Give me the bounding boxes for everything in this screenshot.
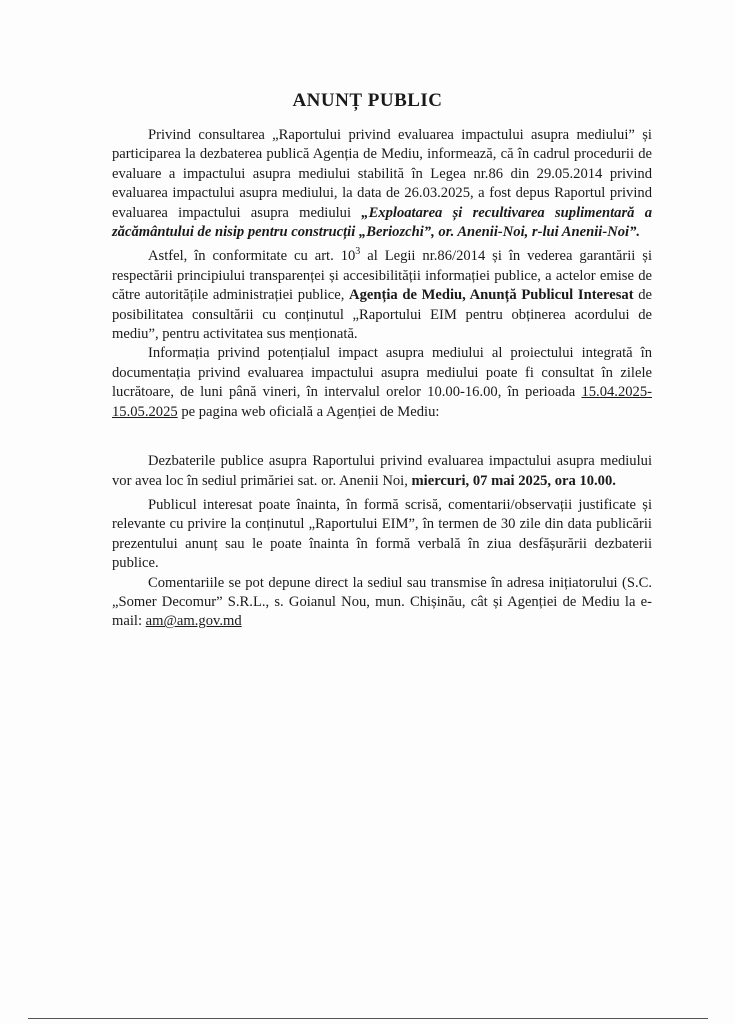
project-name: „Exploatarea și recultivarea suplimentară a zăcământului de nisip pentru construcții „Beriozchi”, or. Anenii-Noi, r-lui Anenii-Noi”. bbox=[112, 204, 652, 241]
legal-basis-text-start: Astfel, în conformitate cu art. 10 bbox=[148, 248, 356, 265]
paragraph-public-debate bbox=[112, 452, 652, 491]
paragraph-consultation-text: Privind consultarea „Raportului privind evaluarea impactului asupra mediului” și participarea la dezbaterea publică Agenția de Mediu, informează, că în cadrul procedurii de evaluare a impactului asupra mediului stabilită în Legea nr.86 din 29.05.2014 privind evaluarea impactului asupra mediului, la data de 26.03.2025, a fost depus Raportul privind evaluarea impactului asupra mediului bbox=[112, 127, 652, 221]
legal-basis-text-middle: al Legii nr.86/2014 și în vederea garantării și respectării principiului transparenței și accesibilității informației publice, a actelor emise de către autoritățile administrației publice, bbox=[112, 248, 653, 304]
paragraph-comments-deadline: Publicul interesat poate înainta, în formă scrisă, comentarii/observații justificate și relevante cu privire la conținutul „Raportului EIM”, în termen de 30 zile din data publicării prezentului anunț sau le poate înainta în formă verbală în ziua desfășurării dezbaterii publice. bbox=[112, 496, 652, 572]
contact-text: Comentariile se pot depune direct la sediul sau transmise în adresa inițiatorului (S.C. „Somer Decomur” S.R.L., s. Goianul Nou, mun. Chișinău, cât și Agenției de Mediu la e-mail: bbox=[112, 574, 652, 630]
debate-date-time: miercuri, 07 mai 2025, ora 10.00. bbox=[411, 472, 616, 489]
period-text-start: Informația privind potențialul impact asupra mediului al proiectului integrată în documentația privind evaluarea impactului asupra mediului poate fi consultat în zilele lucrătoare, de luni până vineri, în intervalul orelor 10.00-16.00, în perioada bbox=[112, 345, 652, 401]
period-text-end: pe pagina web oficială a Agenției de Mediu: bbox=[177, 403, 440, 420]
legal-basis-text-end: de posibilitatea consultării cu conținutul „Raportului EIM pentru obținerea acordului de mediu”, pentru activitatea sus menționată. bbox=[112, 287, 652, 343]
scan-bottom-line bbox=[28, 1018, 708, 1019]
article-superscript: 3 bbox=[355, 246, 361, 258]
paragraph-consultation bbox=[112, 126, 652, 242]
consultation-period-dates: 15.04.2025-15.05.2025 bbox=[112, 384, 652, 420]
debate-text: Dezbaterile publice asupra Raportului privind evaluarea impactului asupra mediului vor avea loc în sediul primăriei sat. or. Anenii Noi, bbox=[112, 453, 652, 489]
announcement-title: ANUNȚ PUBLIC bbox=[292, 90, 443, 111]
email-link[interactable]: am@am.gov.md bbox=[145, 613, 242, 630]
paragraph-contact bbox=[112, 574, 652, 632]
agency-announcement-bold: Agenția de Mediu, Anunță Publicul Interesat bbox=[349, 287, 634, 304]
paragraph-legal-basis bbox=[112, 247, 652, 344]
paragraph-consultation-period bbox=[112, 344, 652, 422]
announcement-body bbox=[112, 126, 652, 632]
